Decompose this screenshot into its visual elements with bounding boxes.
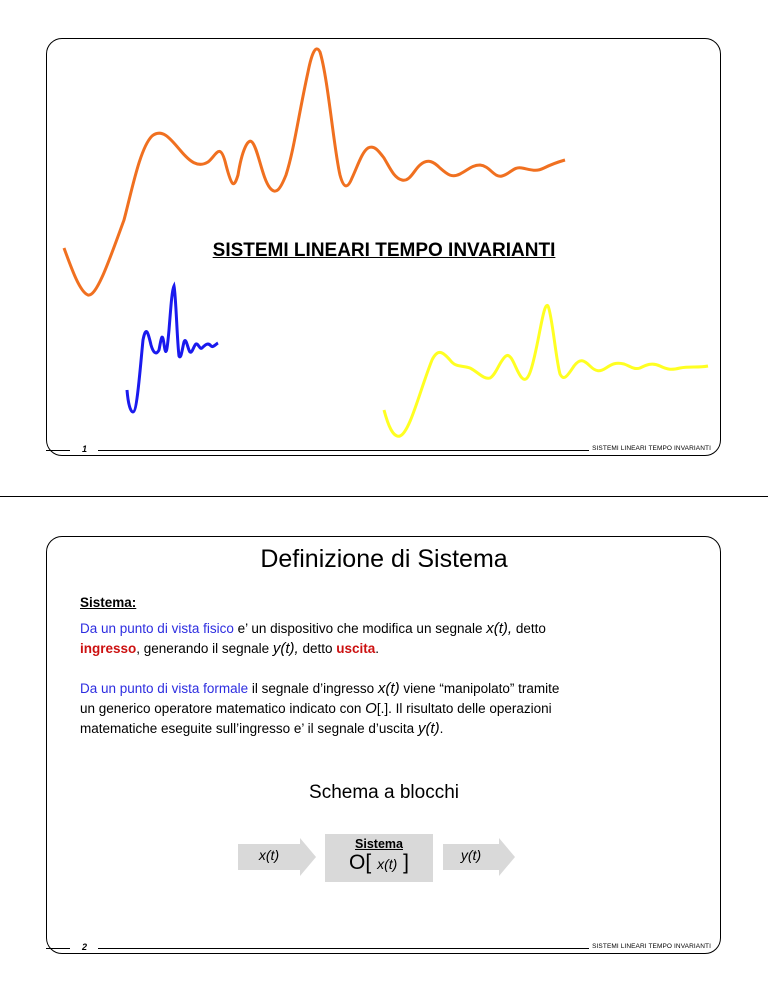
- text: .: [375, 641, 380, 656]
- input-arrow: [238, 838, 316, 876]
- page-number: 1: [82, 444, 88, 454]
- text: detto: [298, 641, 337, 656]
- page-divider: [0, 496, 768, 497]
- text: e’ un dispositivo che modifica un segnale: [233, 621, 487, 636]
- system-block: [325, 834, 433, 882]
- text: il segnale d’ingresso: [248, 681, 378, 696]
- text: viene “manipolato” tramite: [399, 681, 560, 696]
- arrow-head: [300, 838, 316, 876]
- arrow-head: [499, 838, 515, 876]
- slide-2-frame: [46, 536, 721, 954]
- text: [.]. Il risultato delle operazioni: [376, 701, 552, 716]
- footer-title: SISTEMI LINEARI TEMPO INVARIANTI: [592, 943, 711, 950]
- slide-2-title: Definizione di Sistema: [260, 545, 508, 573]
- input-label: x(t): [258, 847, 280, 863]
- slide-2-footer: [46, 942, 721, 954]
- system-block-name: Sistema: [355, 837, 403, 851]
- footer-rule: [98, 450, 589, 451]
- var-y: y(t),: [272, 640, 299, 657]
- footer-rule: [98, 948, 589, 949]
- text: matematiche eseguite sull’ingresso e’ il segnale d’uscita: [80, 721, 418, 736]
- op-close: ]: [397, 851, 409, 874]
- yellow-signal-wave: [384, 305, 708, 436]
- text: un generico operatore matematico indicato con: [80, 701, 366, 716]
- op-arg: x(t): [377, 856, 398, 872]
- slide-1-title: SISTEMI LINEARI TEMPO INVARIANTI: [212, 240, 556, 261]
- text: , generando il segnale: [136, 641, 273, 656]
- phrase-formal: Da un punto di vista formale: [80, 681, 249, 696]
- system-operator: [325, 851, 433, 875]
- var-x: x(t),: [486, 620, 513, 637]
- var-y: y(t): [417, 720, 440, 737]
- section-label: Sistema:: [80, 595, 137, 610]
- text: detto: [512, 621, 546, 636]
- term-ingresso: ingresso: [80, 641, 137, 656]
- schema-title: Schema a blocchi: [309, 782, 459, 803]
- output-arrow: [443, 838, 515, 876]
- page-number: 2: [82, 942, 88, 952]
- op-open: O[: [349, 851, 378, 874]
- footer-tick: [46, 948, 70, 949]
- footer-title: SISTEMI LINEARI TEMPO INVARIANTI: [592, 445, 711, 452]
- term-uscita: uscita: [336, 641, 376, 656]
- phrase-physical: Da un punto di vista fisico: [80, 621, 234, 636]
- var-x: x(t): [377, 680, 400, 697]
- paragraph-physical: [80, 619, 690, 659]
- operator-o: O: [365, 700, 377, 717]
- text: .: [439, 721, 444, 736]
- paragraph-formal: [80, 679, 690, 739]
- slide-1-footer: [46, 444, 721, 456]
- footer-tick: [46, 450, 70, 451]
- blue-signal-wave: [127, 286, 218, 412]
- output-label: y(t): [460, 847, 482, 863]
